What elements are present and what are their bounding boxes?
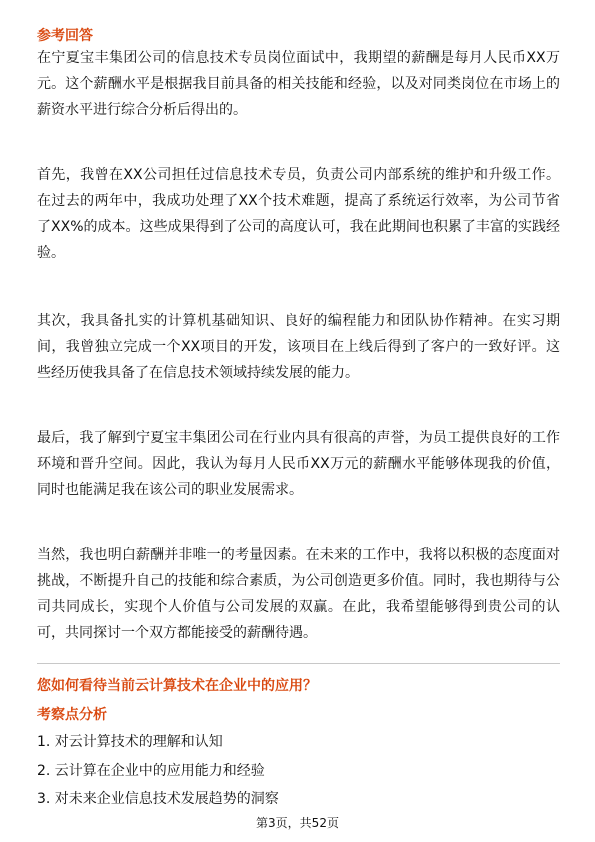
answer-paragraph-2: 首先，我曾在XX公司担任过信息技术专员，负责公司内部系统的维护和升级工作。在过去的两年中，我成功处理了XX个技术难题，提高了系统运行效率，为公司节省了XX%的成本。这些成果得到了公司的高度认可，我在此期间也积累了丰富的实践经验。 — [37, 167, 560, 261]
assessment-points-heading: 考察点分析 — [37, 707, 107, 723]
assessment-point: 3. 对未来企业信息技术发展趋势的洞察 — [37, 791, 279, 807]
answer-paragraph-5: 当然，我也明白薪酬并非唯一的考量因素。在未来的工作中，我将以积极的态度面对挑战，不断提升自己的技能和综合素质，为公司创造更多价值。同时，我也期待与公司共同成长，实现个人价值与公司发展的双赢。在此，我希望能够得到贵公司的认可，共同探讨一个双方都能接受的薪酬待遇。 — [37, 547, 560, 641]
answer-paragraph-1: 在宁夏宝丰集团公司的信息技术专员岗位面试中，我期望的薪酬是每月人民币XX万元。这个薪酬水平是根据我目前具备的相关技能和经验，以及对同类岗位在市场上的薪资水平进行综合分析后得出的。 — [37, 50, 560, 118]
page-number: 第3页，共52页 — [256, 816, 339, 830]
next-question-title: 您如何看待当前云计算技术在企业中的应用？ — [37, 678, 317, 694]
assessment-point: 2. 云计算在企业中的应用能力和经验 — [37, 763, 265, 779]
answer-paragraph-4: 最后，我了解到宁夏宝丰集团公司在行业内具有很高的声誉，为员工提供良好的工作环境和晋升空间。因此，我认为每月人民币XX万元的薪酬水平能够体现我的价值，同时也能满足我在该公司的职业发展需求。 — [37, 430, 560, 498]
answer-paragraph-3: 其次，我具备扎实的计算机基础知识、良好的编程能力和团队协作精神。在实习期间，我曾独立完成一个XX项目的开发，该项目在上线后得到了客户的一致好评。这些经历使我具备了在信息技术领域持续发展的能力。 — [37, 313, 560, 381]
assessment-point: 1. 对云计算技术的理解和认知 — [37, 734, 223, 750]
section-divider — [37, 663, 560, 664]
reference-answer-heading: 参考回答 — [37, 28, 93, 44]
